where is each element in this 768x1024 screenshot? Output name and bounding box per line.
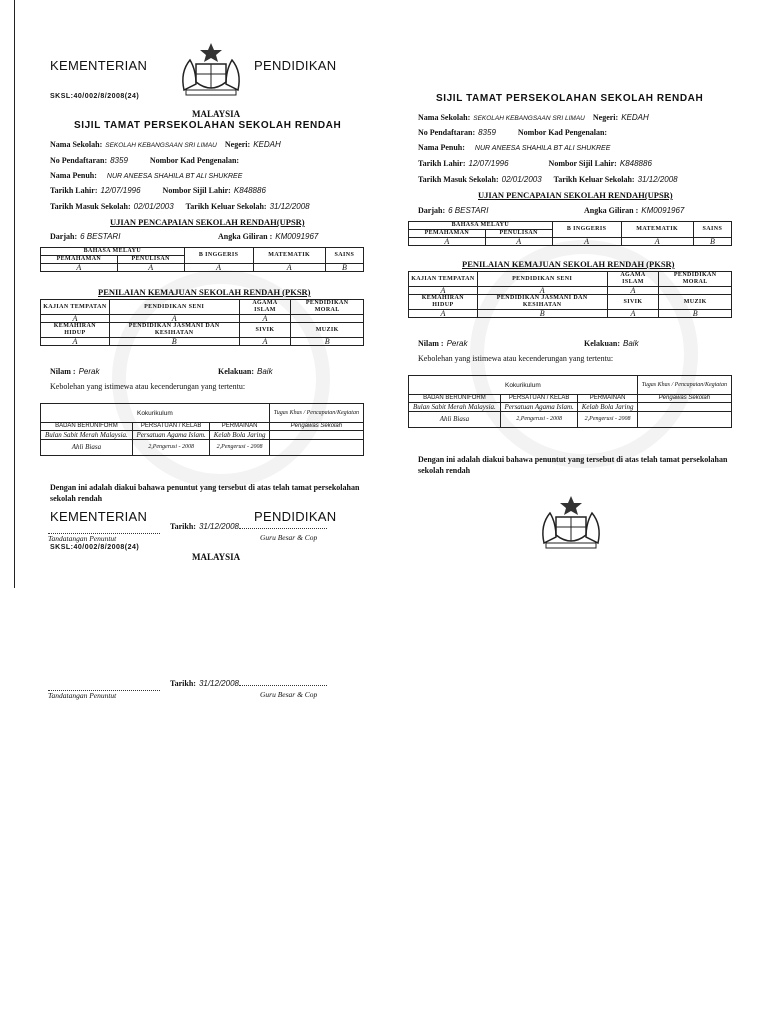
table-cell: A [41, 338, 110, 346]
table-cell: AGAMA ISLAM [239, 300, 291, 315]
dob-field: Tarikh Lahir: 12/07/1996 Nombor Sijil Lahir: K848886 [50, 186, 266, 195]
table-cell: A [477, 287, 607, 295]
table-row [409, 310, 732, 318]
table-cell: A [109, 315, 239, 323]
table-cell: Pengawas Sekolah [637, 395, 731, 403]
header-pendidikan-2: PENDIDIKAN [254, 509, 337, 524]
table-cell: Tugas Khas / Pencapaian/Kegiatan [269, 404, 363, 423]
table-cell: PERMAINAN [578, 395, 637, 403]
sign-student-label-2: Tandatangan Penuntut [48, 690, 160, 700]
pksr-table [40, 299, 364, 346]
header-kementerian: KEMENTERIAN [50, 58, 148, 73]
table-cell: Kelab Bola Jaring [210, 431, 269, 440]
talent-label: Kebolehan yang istimewa atau kecenderungan yang tertentu: [50, 382, 246, 391]
table-cell: BADAN BERUNIFORM [409, 395, 501, 403]
table-cell: Persatuan Agama Islam. [500, 403, 578, 412]
table-row [41, 315, 364, 323]
table-cell: PENULISAN [485, 230, 552, 238]
registration-field: No Pendaftaran: 8359 Nombor Kad Pengenalan: [50, 156, 240, 165]
nilam-field: Nilam : Perak [50, 367, 100, 376]
table-cell: Bulan Sabit Merah Malaysia. [409, 403, 501, 412]
index-field-right: Angka Giliran : KM0091967 [584, 206, 685, 215]
table-cell: A [41, 264, 118, 272]
table-cell: 2,Pengerusi - 2008 [132, 440, 210, 456]
pksr-table-right [408, 271, 732, 318]
kokurikulum-table-right [408, 375, 732, 428]
school-dates-field-right: Tarikh Masuk Sekolah: 02/01/2003 Tarikh Keluar Sekolah: 31/12/2008 [418, 175, 678, 184]
sign-head-label: Guru Besar & Cop [260, 533, 318, 542]
table-cell: MATEMATIK [621, 222, 693, 238]
table-cell: PEMAHAMAN [41, 256, 118, 264]
index-field: Angka Giliran : KM0091967 [218, 232, 319, 241]
table-cell: 2,Pengerusi - 2008 [210, 440, 269, 456]
school-field-right: Nama Sekolah: SEKOLAH KEBANGSAAN SRI LIMAU Negeri: KEDAH [418, 113, 649, 122]
table-cell [637, 412, 731, 428]
table-cell: PENDIDIKAN MORAL [659, 272, 732, 287]
table-row [41, 338, 364, 346]
table-cell [269, 431, 363, 440]
pksr-title-right: PENILAIAN KEMAJUAN SEKOLAH RENDAH (PKSR) [462, 259, 675, 269]
table-cell: MATEMATIK [253, 248, 325, 264]
registration-field-right: No Pendaftaran: 8359 Nombor Kad Pengenalan: [418, 128, 608, 137]
table-cell: B [325, 264, 363, 272]
school-field: Nama Sekolah: SEKOLAH KEBANGSAAN SRI LIMAU Negeri: KEDAH [50, 140, 281, 149]
table-cell: A [409, 238, 486, 246]
grade-field: Darjah: 6 BESTARI [50, 232, 121, 241]
table-cell: BADAN BERUNIFORM [41, 423, 133, 431]
name-field-right: Nama Penuh: NUR ANEESA SHAHILA BT ALI SHUKREE [418, 143, 611, 152]
table-cell: PERMAINAN [210, 423, 269, 431]
table-cell [637, 403, 731, 412]
table-row [41, 440, 364, 456]
table-row [409, 403, 732, 412]
sign-head-label-2: Guru Besar & Cop [260, 690, 318, 699]
table-cell: AGAMA ISLAM [607, 272, 659, 287]
table-row [41, 248, 364, 256]
table-cell: Ahli Biasa [409, 412, 501, 428]
table-cell: A [621, 238, 693, 246]
school-dates-field: Tarikh Masuk Sekolah: 02/01/2003 Tarikh Keluar Sekolah: 31/12/2008 [50, 202, 310, 211]
table-cell: B INGGERIS [552, 222, 621, 238]
table-cell: A [607, 310, 659, 318]
date-field: Tarikh: 31/12/2008 [170, 522, 327, 531]
behaviour-field-right: Kelakuan: Baik [584, 339, 639, 348]
table-cell: B [477, 310, 607, 318]
table-cell: A [253, 264, 325, 272]
table-cell: Kokurikulum [409, 376, 638, 395]
certificate-title-right: SIJIL TAMAT PERSEKOLAHAN SEKOLAH RENDAH [436, 93, 704, 104]
table-cell: PENDIDIKAN JASMANI DAN KESIHATAN [477, 295, 607, 310]
table-cell [659, 287, 732, 295]
page-divider-line [14, 0, 15, 588]
nilam-field-right: Nilam : Perak [418, 339, 468, 348]
table-cell: 2,Pengerusi - 2008 [500, 412, 578, 428]
table-row [409, 376, 732, 395]
table-cell [291, 315, 364, 323]
table-row [409, 238, 732, 246]
table-cell: PENDIDIKAN MORAL [291, 300, 364, 315]
coat-of-arms-icon [176, 40, 246, 98]
country-label-2: MALAYSIA [192, 552, 241, 562]
table-cell: SAINS [693, 222, 731, 238]
table-cell: B [693, 238, 731, 246]
table-cell: A [41, 315, 110, 323]
table-cell: PENDIDIKAN SENI [477, 272, 607, 287]
kokurikulum-table [40, 403, 364, 456]
table-row [41, 323, 364, 338]
table-cell: Kelab Bola Jaring [578, 403, 637, 412]
table-cell: MUZIK [291, 323, 364, 338]
table-cell: Bulan Sabit Merah Malaysia. [41, 431, 133, 440]
declaration-text: Dengan ini adalah diakui bahawa penuntut yang tersebut di atas telah tamat persekolahan sekolah rendah [50, 483, 360, 503]
table-cell: Tugas Khas / Pencapaian/Kegiatan [637, 376, 731, 395]
table-cell: A [409, 287, 478, 295]
name-field: Nama Penuh: NUR ANEESA SHAHILA BT ALI SHUKREE [50, 171, 243, 180]
table-row [41, 431, 364, 440]
table-cell: KEMAHIRAN HIDUP [409, 295, 478, 310]
country-label: MALAYSIA [192, 109, 241, 119]
table-row [41, 423, 364, 431]
table-row [41, 404, 364, 423]
table-cell: Pengawas Sekolah [269, 423, 363, 431]
grade-field-right: Darjah: 6 BESTARI [418, 206, 489, 215]
table-cell: A [239, 338, 291, 346]
coat-of-arms-icon [536, 493, 606, 551]
date-field-2: Tarikh: 31/12/2008 [170, 679, 327, 688]
table-row [409, 412, 732, 428]
table-row [409, 222, 732, 230]
table-cell: A [485, 238, 552, 246]
table-cell: Ahli Biasa [41, 440, 133, 456]
table-cell: A [552, 238, 621, 246]
table-cell [269, 440, 363, 456]
header-kementerian-2: KEMENTERIAN [50, 509, 148, 524]
behaviour-field: Kelakuan: Baik [218, 367, 273, 376]
table-cell: BAHASA MELAYU [41, 248, 185, 256]
reference-number: SKSL:40/002/8/2008(24) [50, 93, 140, 100]
table-cell: PERSATUAN / KELAB [132, 423, 210, 431]
header-pendidikan: PENDIDIKAN [254, 58, 337, 73]
dob-field-right: Tarikh Lahir: 12/07/1996 Nombor Sijil Lahir: K848886 [418, 159, 652, 168]
table-cell: A [409, 310, 478, 318]
table-cell: KAJIAN TEMPATAN [41, 300, 110, 315]
table-cell: SAINS [325, 248, 363, 264]
table-cell: KEMAHIRAN HIDUP [41, 323, 110, 338]
upsr-title: UJIAN PENCAPAIAN SEKOLAH RENDAH(UPSR) [110, 217, 305, 227]
table-row [409, 287, 732, 295]
table-cell: PEMAHAMAN [409, 230, 486, 238]
table-cell: Kokurikulum [41, 404, 270, 423]
pksr-title: PENILAIAN KEMAJUAN SEKOLAH RENDAH (PKSR) [98, 287, 311, 297]
table-cell: SIVIK [239, 323, 291, 338]
table-cell: Persatuan Agama Islam. [132, 431, 210, 440]
table-cell: MUZIK [659, 295, 732, 310]
table-cell: SIVIK [607, 295, 659, 310]
table-cell: B [291, 338, 364, 346]
upsr-table-right [408, 221, 732, 246]
table-cell: 2,Pengerusi - 2008 [578, 412, 637, 428]
table-cell: A [239, 315, 291, 323]
table-cell: PENDIDIKAN JASMANI DAN KESIHATAN [109, 323, 239, 338]
table-cell: BAHASA MELAYU [409, 222, 553, 230]
table-cell: A [607, 287, 659, 295]
reference-number-2: SKSL:40/002/8/2008(24) [50, 544, 140, 551]
table-row [41, 264, 364, 272]
table-row [409, 395, 732, 403]
table-cell: A [184, 264, 253, 272]
sign-student-label: Tandatangan Penuntut [48, 533, 160, 543]
table-cell: KAJIAN TEMPATAN [409, 272, 478, 287]
table-row [409, 272, 732, 287]
certificate-title: SIJIL TAMAT PERSEKOLAHAN SEKOLAH RENDAH [74, 120, 342, 131]
table-cell: B INGGERIS [184, 248, 253, 264]
declaration-text-right: Dengan ini adalah diakui bahawa penuntut yang tersebut di atas telah tamat persekolahan sekolah rendah [418, 455, 728, 475]
table-cell: PENULISAN [117, 256, 184, 264]
table-cell: PERSATUAN / KELAB [500, 395, 578, 403]
talent-label-right: Kebolehan yang istimewa atau kecenderungan yang tertentu: [418, 354, 614, 363]
table-cell: B [109, 338, 239, 346]
table-row [41, 300, 364, 315]
upsr-table [40, 247, 364, 272]
table-cell: B [659, 310, 732, 318]
table-row [409, 295, 732, 310]
table-cell: PENDIDIKAN SENI [109, 300, 239, 315]
upsr-title-right: UJIAN PENCAPAIAN SEKOLAH RENDAH(UPSR) [478, 190, 673, 200]
table-cell: A [117, 264, 184, 272]
